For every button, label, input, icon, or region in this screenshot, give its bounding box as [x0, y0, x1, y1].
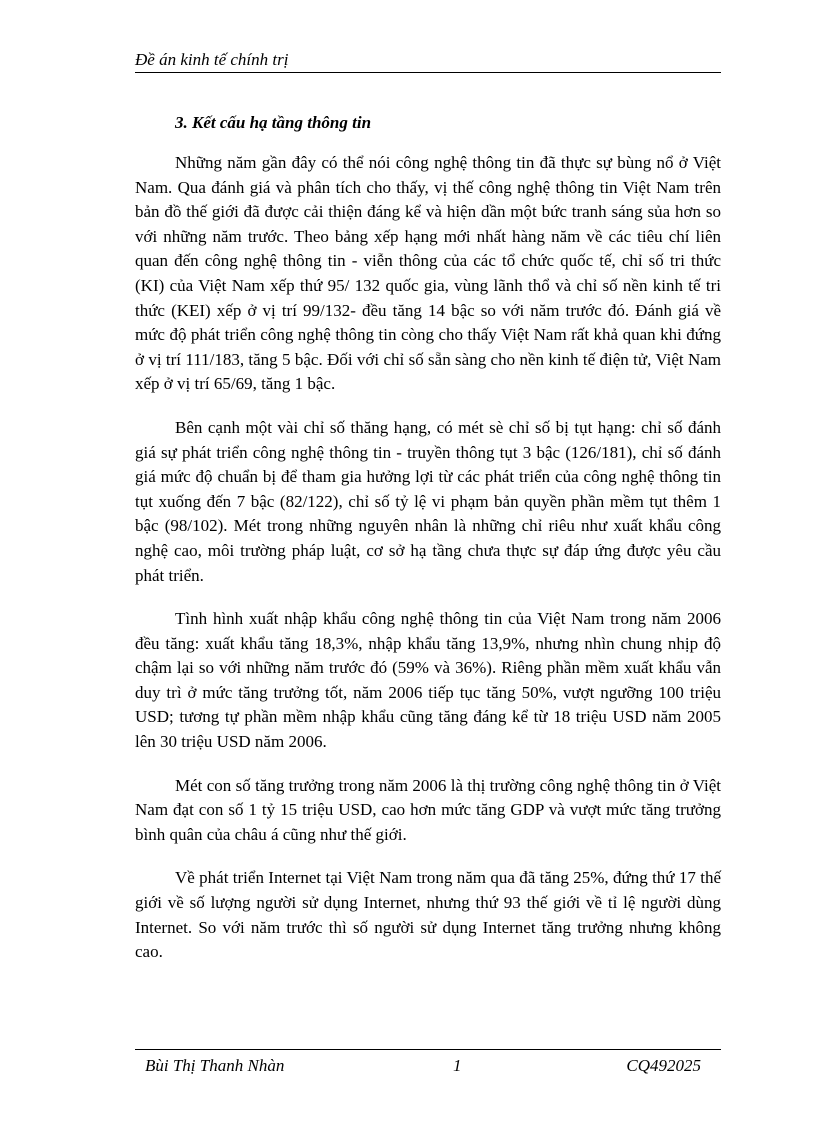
paragraph-market-growth: Mét con số tăng trưởng trong năm 2006 là thị trường công nghệ thông tin ở Việt Nam đạt con số 1 tỷ 15 triệu USD, cao hơn mức tăng GDP và vượt mức tăng trưởng bình quân của châu á cũng như thế giới. — [135, 775, 721, 844]
page-header — [135, 50, 721, 73]
section-heading: 3. Kết cấu hạ tầng thông tin — [175, 113, 372, 132]
paragraph-import-export: Tình hình xuất nhập khẩu công nghệ thông tin của Việt Nam trong năm 2006 đều tăng: xuất khẩu tăng 18,3%, nhập khẩu tăng 13,9%, nhưng nhìn chung nhịp độ chậm lại so với những năm trước đó (59% và 36%). Riêng phần mềm xuất khẩu vẫn duy trì ở mức tăng trưởng tốt, năm 2006 tiếp tục tăng 50%, vượt ngưỡng 100 triệu USD; tương tự phần mềm nhập khẩu cũng tăng đáng kể từ 18 triệu USD năm 2005 lên 30 triệu USD năm 2006. — [135, 609, 721, 752]
document-body — [135, 112, 721, 984]
paragraph-internet: Về phát triển Internet tại Việt Nam trong năm qua đã tăng 25%, đứng thứ 17 thế giới về số lượng người sử dụng Internet, nhưng thứ 93 thế giới về tỉ lệ người dùng Internet. So với năm trước thì số người sử dụng Internet tăng trưởng nhưng không cao. — [135, 868, 721, 962]
page-number: 1 — [453, 1056, 462, 1075]
footer-code: CQ492025 — [626, 1056, 701, 1075]
page-footer — [135, 1049, 721, 1080]
paragraph-rank-decline: Bên cạnh một vài chỉ số thăng hạng, có mét sè chỉ số bị tụt hạng: chỉ số đánh giá sự phát triển công nghệ thông tin - truyền thông tụt 3 bậc (126/181), chỉ số đánh giá mức độ chuẩn bị để tham gia hưởng lợi từ các phát triển của công nghệ thông tin tụt xuống đến 7 bậc (82/122), chỉ số tỷ lệ vi phạm bản quyền phần mềm tụt thêm 1 bậc (98/102). Mét trong những nguyên nhân là những chỉ riêu như xuất khẩu công nghệ cao, môi trường pháp luật, cơ sở hạ tầng chưa thực sự đáp ứng được yêu cầu phát triển. — [135, 417, 721, 585]
header-title: Đề án kinh tế chính trị — [135, 50, 289, 69]
footer-author: Bùi Thị Thanh Nhàn — [145, 1056, 285, 1075]
paragraph-it-boom: Những năm gần đây có thể nói công nghệ thông tin đã thực sự bùng nổ ở Việt Nam. Qua đánh giá và phân tích cho thấy, vị thế công nghệ thông tin Việt Nam trên bản đồ thế giới đã được cải thiện đáng kể và hiện dần một bức tranh sáng sủa hơn so với những năm trước. Theo bảng xếp hạng mới nhất hàng năm về các tiêu chí liên quan đến công nghệ thông tin - viễn thông của các tổ chức quốc tế, chỉ số tri thức (KI) của Việt Nam xếp thứ 95/ 132 quốc gia, vùng lãnh thổ và chỉ số nền kinh tế tri thức (KEI) xếp ở vị trí 99/132- đều tăng 14 bậc so với năm trước đó. Đánh giá về mức độ phát triển công nghệ thông tin còng cho thấy Việt Nam rất khả quan khi đứng ở vị trí 111/183, tăng 5 bậc. Đối với chỉ số sẵn sàng cho nền kinh tế điện tử, Việt Nam xếp ở vị trí 65/69, tăng 1 bậc. — [135, 153, 721, 394]
